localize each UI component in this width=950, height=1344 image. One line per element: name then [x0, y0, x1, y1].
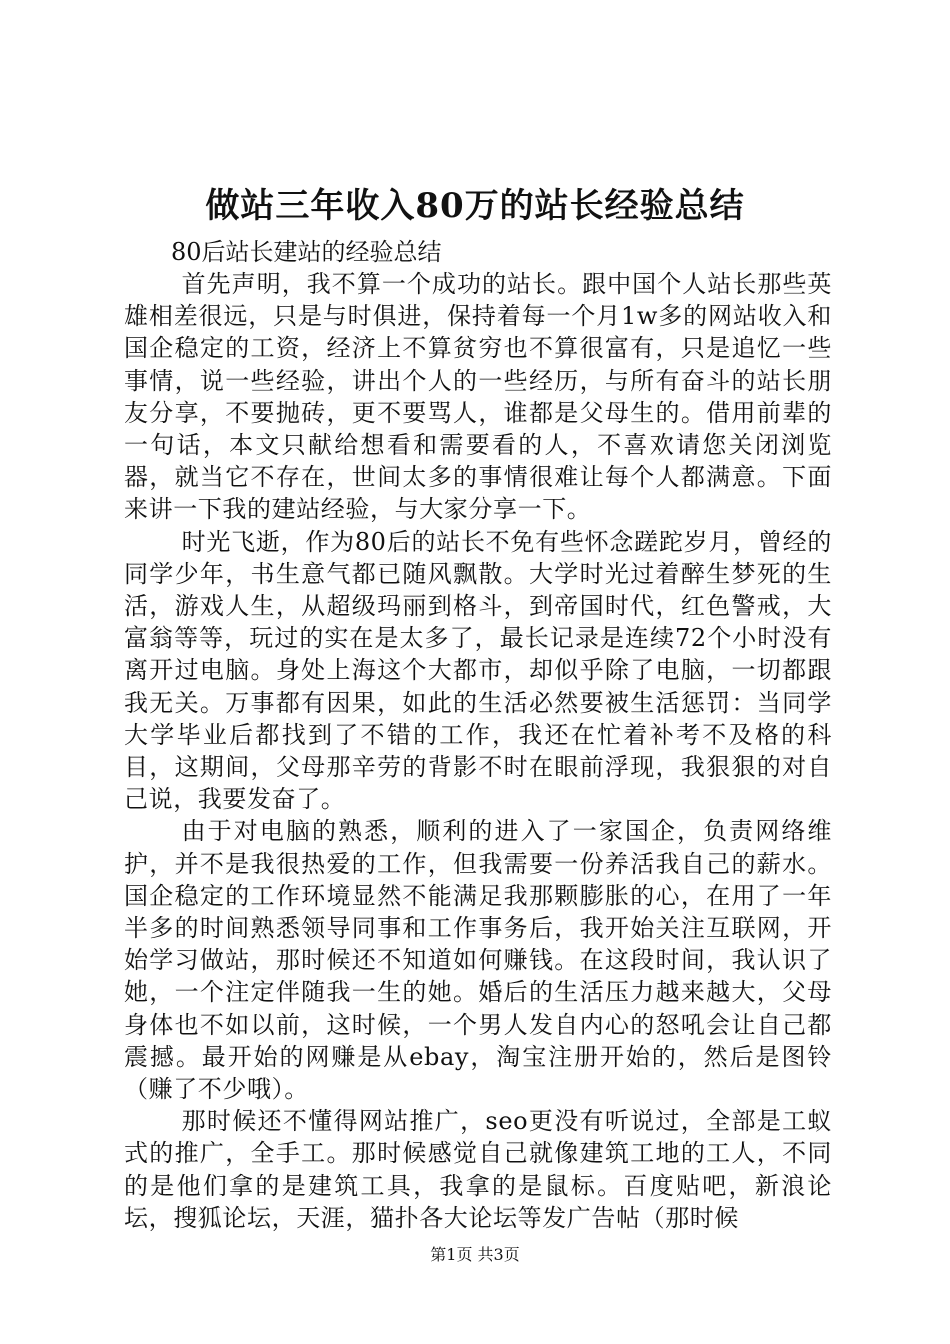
paragraph-4: 那时候还不懂得网站推广，seo更没有听说过，全部是工蚁式的推广，全手工。那时候感觉自己就像建筑工地的工人，不同的是他们拿的是建筑工具，我拿的是鼠标。百度贴吧，新浪论坛，搜狐论坛，天涯，猫扑各大论坛等发广告帖（那时候 [124, 1107, 832, 1232]
paragraph-1: 首先声明，我不算一个成功的站长。跟中国个人站长那些英雄相差很远，只是与时俱进，保持着每一个月1w多的网站收入和国企稳定的工资，经济上不算贫穷也不算很富有，只是追忆一些事情，说一些经验，讲出个人的一些经历，与所有奋斗的站长朋友分享，不要抛砖，更不要骂人，谁都是父母生的。借用前辈的一句话，本文只献给想看和需要看的人，不喜欢请您关闭浏览器，就当它不存在，世间太多的事情很难让每个人都满意。下面来讲一下我的建站经验，与大家分享一下。 [124, 270, 832, 524]
document-body [124, 236, 832, 1234]
paragraph-3: 由于对电脑的熟悉，顺利的进入了一家国企，负责网络维护，并不是我很热爱的工作，但我需要一份养活我自己的薪水。国企稳定的工作环境显然不能满足我那颗膨胀的心，在用了一年半多的时间熟悉领导同事和工作事务后，我开始关注互联网，开始学习做站，那时候还不知道如何赚钱。在这段时间，我认识了她，一个注定伴随我一生的她。婚后的生活压力越来越大，父母身体也不如以前，这时候，一个男人发自内心的怒吼会让自己都震撼。最开始的网赚是从ebay，淘宝注册开始的，然后是图铃（赚了不少哦）。 [124, 817, 832, 1104]
document-subtitle: 80后站长建站的经验总结 [171, 238, 442, 266]
page-title: 做站三年收入80万的站长经验总结 [205, 186, 745, 226]
paragraph-2: 时光飞逝，作为80后的站长不免有些怀念蹉跎岁月，曾经的同学少年，书生意气都已随风飘散。大学时光过着醉生梦死的生活，游戏人生，从超级玛丽到格斗，到帝国时代，红色警戒，大富翁等等，玩过的实在是太多了，最长记录是连续72个小时没有离开过电脑。身处上海这个大都市，却似乎除了电脑，一切都跟我无关。万事都有因果，如此的生活必然要被生活惩罚：当同学大学毕业后都找到了不错的工作，我还在忙着补考不及格的科目，这期间，父母那辛劳的背影不时在眼前浮现，我狠狠的对自己说，我要发奋了。 [124, 527, 832, 814]
page-number-label: 第1页 共3页 [430, 1245, 520, 1264]
page-footer [0, 1244, 950, 1266]
